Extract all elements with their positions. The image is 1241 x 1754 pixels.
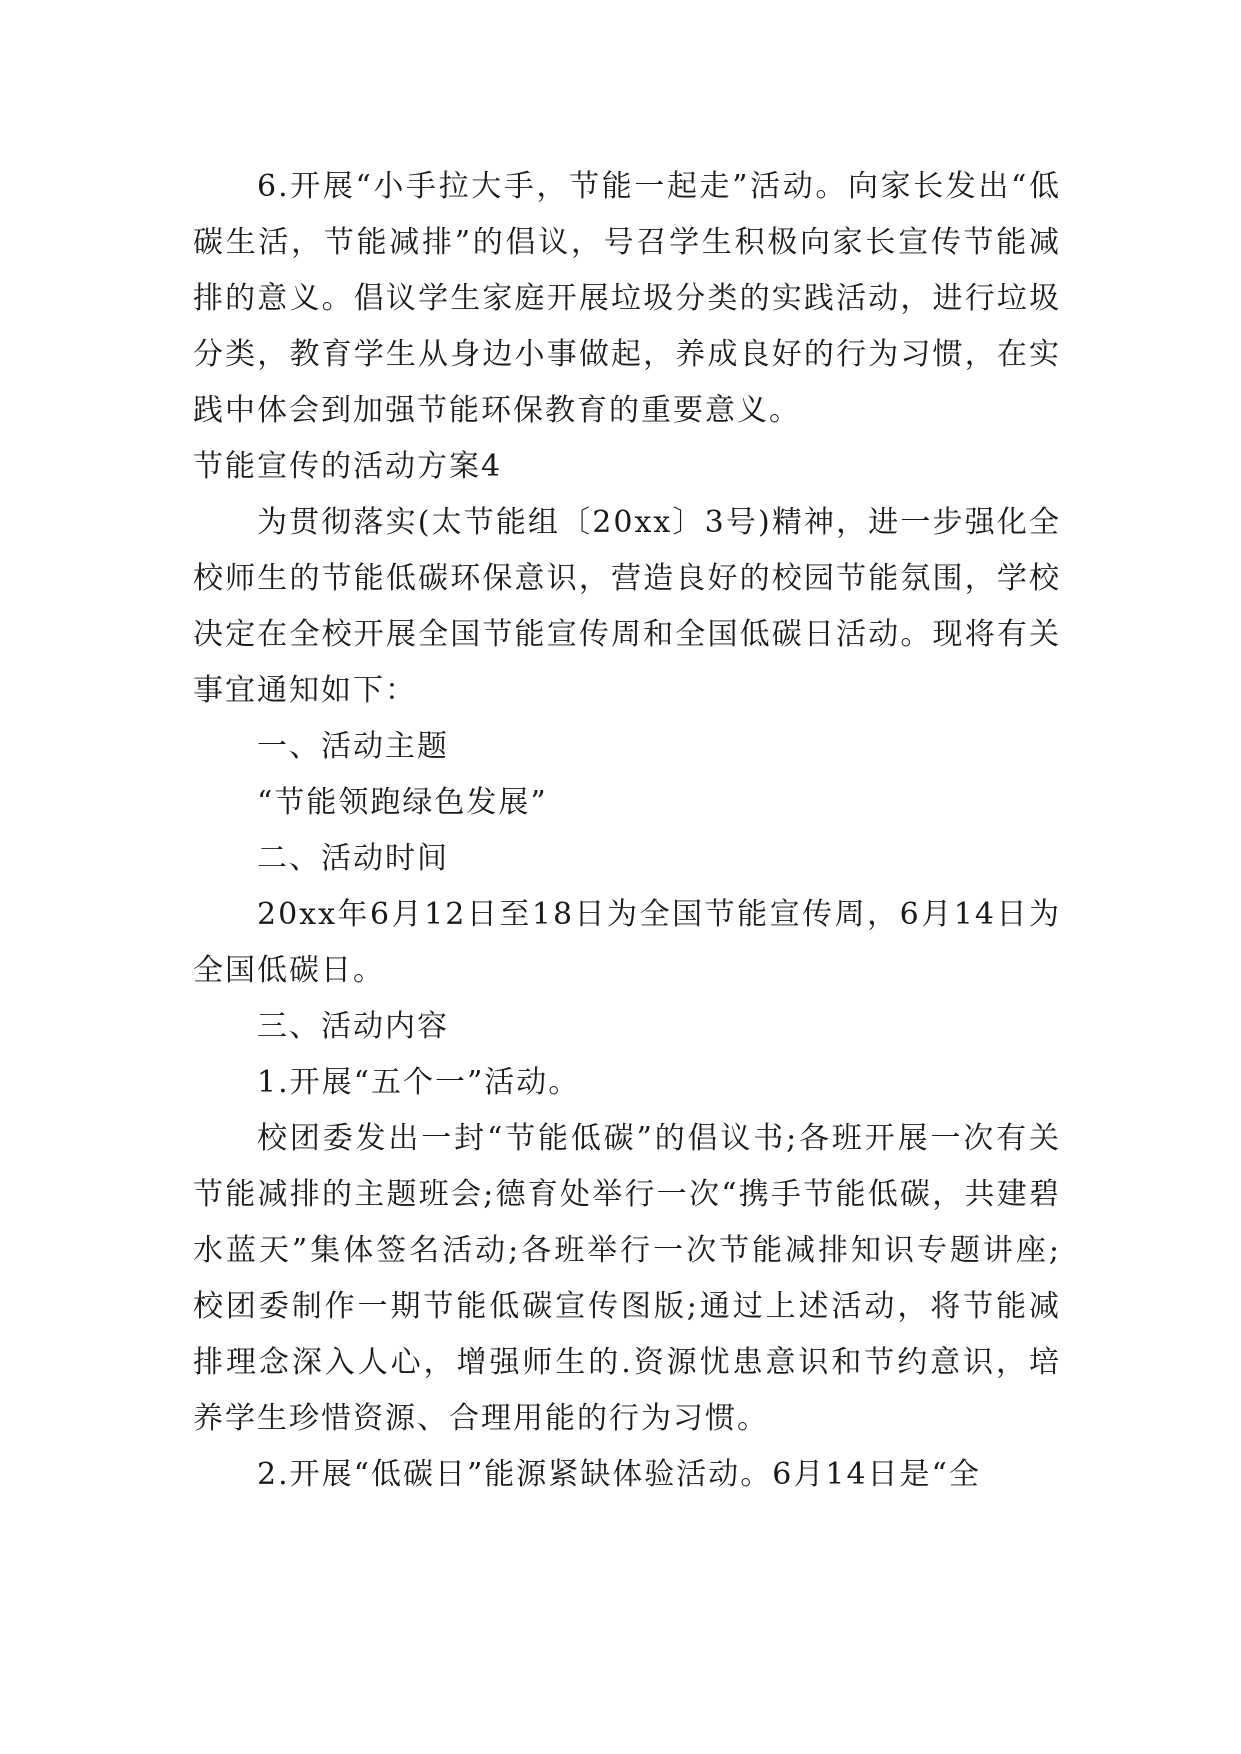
document-body [193,159,1061,1503]
paragraph-time-detail: 20xx年6月12日至18日为全国节能宣传周，6月14日为全国低碳日。 [193,897,1061,988]
paragraph-intro: 为贯彻落实(太节能组〔20xx〕3号)精神，进一步强化全校师生的节能低碳环保意识，营造良好的校园节能氛围，学校决定在全校开展全国节能宣传周和全国低碳日活动。现将有关事宜通知如下： [193,505,1061,708]
paragraph-theme-slogan: “节能领跑绿色发展” [257,785,548,820]
paragraph-five-ones-detail: 校团委发出一封“节能低碳”的倡议书;各班开展一次有关节能减排的主题班会;德育处举行一次“携手节能低碳，共建碧水蓝天”集体签名活动;各班举行一次节能减排知识专题讲座;校团委制作一期节能低碳宣传图版;通过上述活动，将节能减排理念深入人心，增强师生的.资源忧患意识和节约意识，培养学生珍惜资源、合理用能的行为习惯。 [193,1121,1061,1436]
heading-activity-content: 三、活动内容 [257,1009,449,1044]
section-heading-plan-4: 节能宣传的活动方案4 [193,449,503,484]
heading-activity-theme: 一、活动主题 [257,729,449,764]
paragraph-activity-6: 6.开展“小手拉大手，节能一起走”活动。向家长发出“低碳生活，节能减排”的倡议，号召学生积极向家长宣传节能减排的意义。倡议学生家庭开展垃圾分类的实践活动，进行垃圾分类，教育学生从身边小事做起，养成良好的行为习惯，在实践中体会到加强节能环保教育的重要意义。 [193,169,1061,428]
paragraph-item-2: 2.开展“低碳日”能源紧缺体验活动。6月14日是“全 [257,1457,981,1492]
paragraph-item-1: 1.开展“五个一”活动。 [257,1065,581,1100]
heading-activity-time: 二、活动时间 [257,841,449,876]
